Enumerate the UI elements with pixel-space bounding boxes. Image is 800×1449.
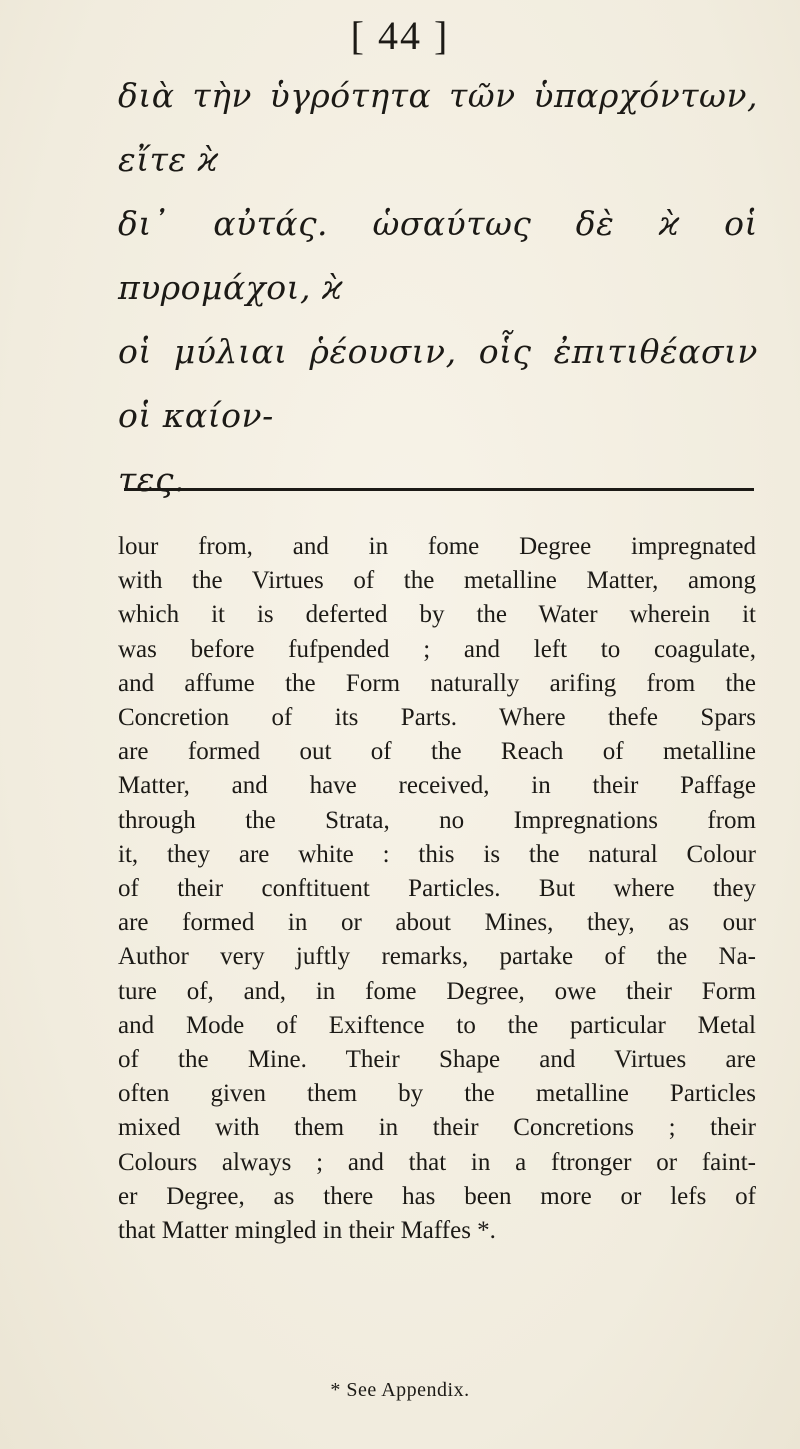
footnote: * See Appendix.: [330, 1379, 470, 1401]
commentary-paragraph: [118, 530, 756, 1248]
greek-line: τες.: [118, 460, 185, 499]
text-line: Concretion of its Parts. Where thefe Spars: [118, 704, 756, 732]
text-line: it, they are white : this is the natural Colour: [118, 840, 756, 868]
text-line: through the Strata, no Impregnations from: [118, 806, 756, 834]
page-number: [ 44 ]: [350, 13, 450, 58]
text-line: mixed with them in their Concretions ; their: [118, 1114, 756, 1142]
text-line: er Degree, as there has been more or lefs of: [118, 1182, 756, 1210]
horizontal-rule: [124, 488, 754, 491]
text-line: that Matter mingled in their Maffes *.: [118, 1217, 496, 1245]
text-line: Colours always ; and that in a ftronger or faint-: [118, 1148, 756, 1176]
text-line: which it is deferted by the Water wherein it: [118, 601, 756, 629]
text-line: and Mode of Exiftence to the particular Metal: [118, 1011, 756, 1039]
text-line: are formed in or about Mines, they, as our: [118, 909, 756, 937]
text-line: and affume the Form naturally arifing from the: [118, 669, 756, 697]
greek-line: οἱ μύλιαι ῥέουσιν, οἷς ἐπιτιθέασιν οἱ καίον-: [118, 332, 758, 435]
text-line: Matter, and have received, in their Paffage: [118, 772, 756, 800]
text-line: was before fufpended ; and left to coagulate,: [118, 635, 756, 663]
text-line: of their conftituent Particles. But where they: [118, 875, 756, 903]
greek-line: δι᾽ αὐτάς. ὡσαύτως δὲ ϰ̀ οἱ πυρομάχοι, ϰ̀: [118, 204, 758, 307]
greek-quotation: [118, 64, 758, 512]
text-line: with the Virtues of the metalline Matter, among: [118, 567, 756, 595]
text-line: of the Mine. Their Shape and Virtues are: [118, 1046, 756, 1074]
text-line: often given them by the metalline Particles: [118, 1080, 756, 1108]
greek-line: διὰ τὴν ὑγρότητα τῶν ὑπαρχόντων, εἴτε ϰ̀: [118, 76, 758, 179]
text-line: lour from, and in fome Degree impregnated: [118, 533, 756, 560]
text-line: ture of, and, in fome Degree, owe their Form: [118, 977, 756, 1005]
text-line: Author very juftly remarks, partake of the Na-: [118, 943, 756, 971]
text-line: are formed out of the Reach of metalline: [118, 738, 756, 766]
